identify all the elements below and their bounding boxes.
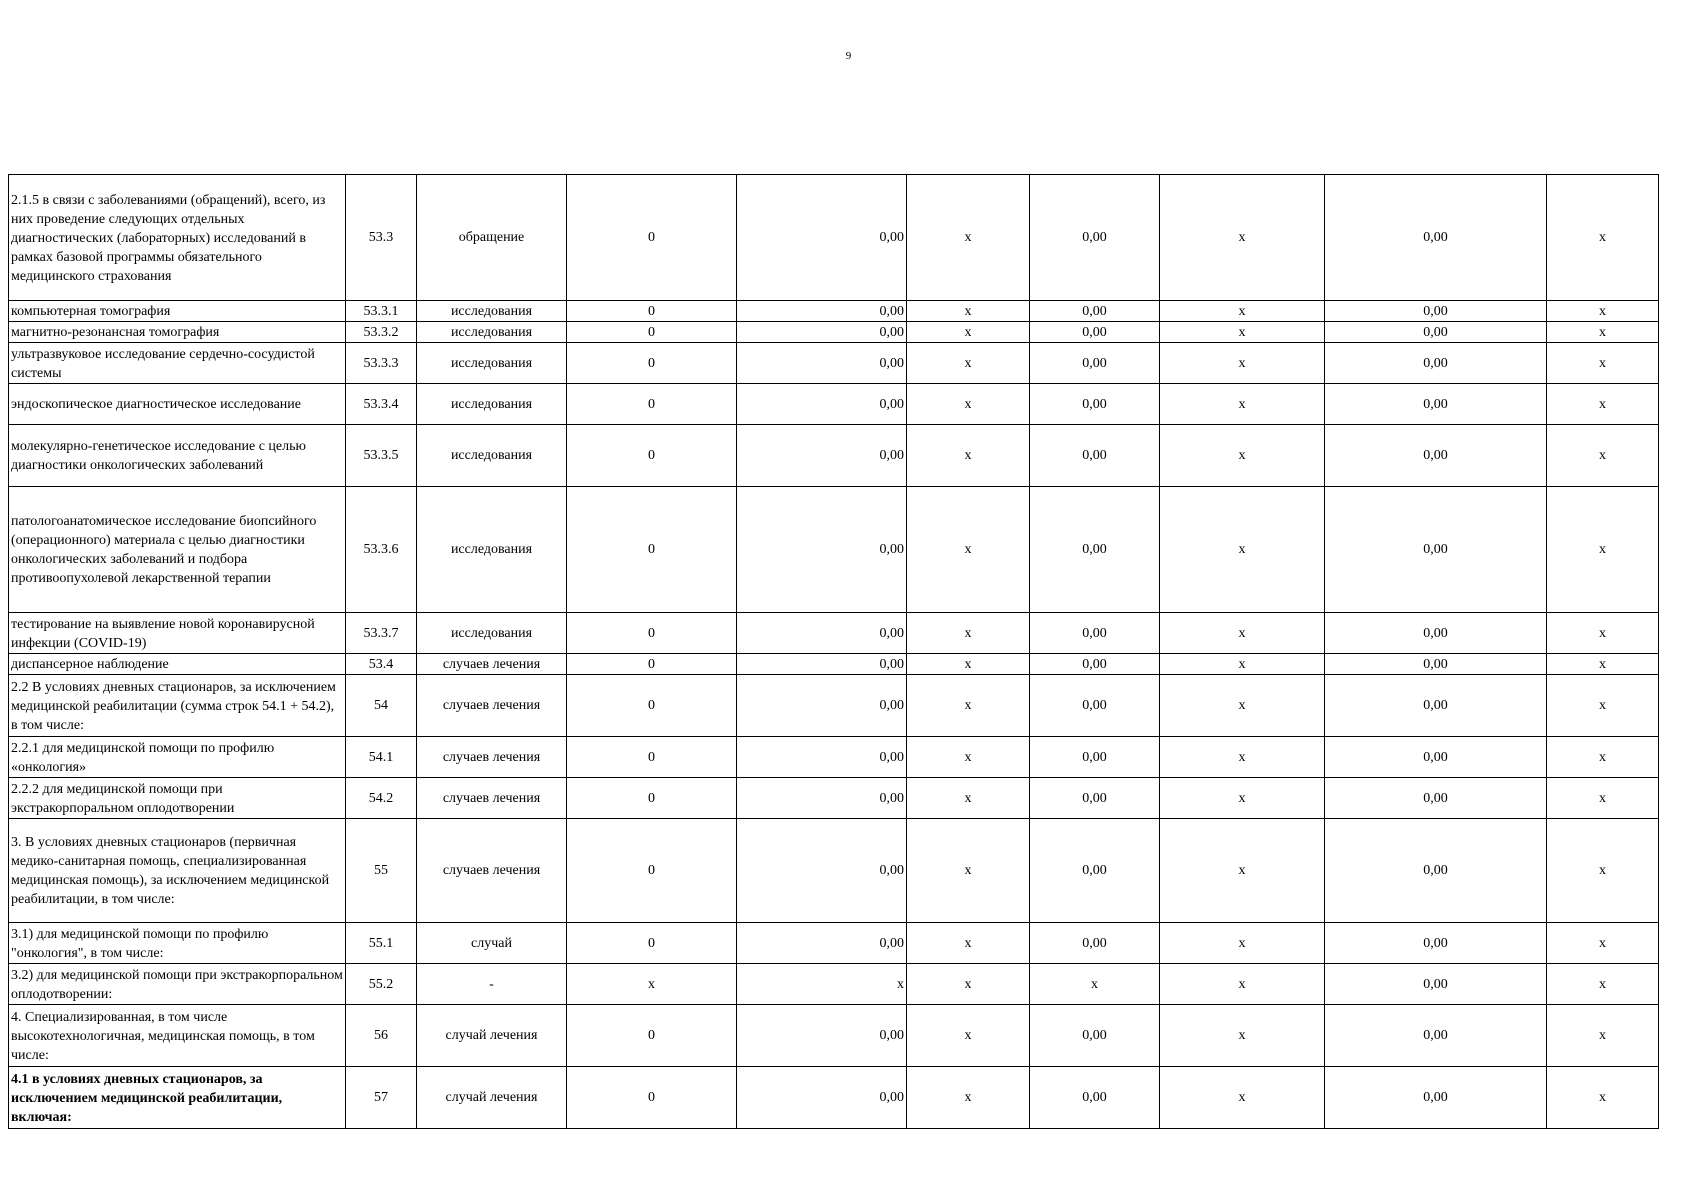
row-cell-6: 0,00 <box>1325 923 1547 964</box>
row-name: 3.1) для медицинской помощи по профилю "онкология", в том числе: <box>9 923 346 964</box>
row-cell-5: x <box>1160 343 1325 384</box>
row-cell-7: x <box>1547 487 1659 613</box>
table-row <box>9 1005 1659 1067</box>
row-cell-2: 0,00 <box>737 819 907 923</box>
row-cell-5: x <box>1160 487 1325 613</box>
table-row <box>9 175 1659 301</box>
row-code: 55 <box>346 819 417 923</box>
row-cell-4: 0,00 <box>1030 425 1160 487</box>
row-cell-1: 0 <box>567 1067 737 1129</box>
row-cell-2: 0,00 <box>737 737 907 778</box>
row-cell-2: 0,00 <box>737 675 907 737</box>
table-row <box>9 675 1659 737</box>
row-unit: случай <box>417 923 567 964</box>
row-cell-1: 0 <box>567 487 737 613</box>
row-cell-6: 0,00 <box>1325 322 1547 343</box>
row-cell-4: x <box>1030 964 1160 1005</box>
row-cell-1: 0 <box>567 737 737 778</box>
row-name: тестирование на выявление новой коронавирусной инфекции (COVID-19) <box>9 613 346 654</box>
row-cell-6: 0,00 <box>1325 964 1547 1005</box>
row-unit: случаев лечения <box>417 819 567 923</box>
row-code: 54.2 <box>346 778 417 819</box>
row-cell-5: x <box>1160 923 1325 964</box>
row-cell-3: x <box>907 487 1030 613</box>
row-cell-7: x <box>1547 737 1659 778</box>
row-name: 2.2 В условиях дневных стационаров, за исключением медицинской реабилитации (сумма строк 54.1 + 54.2), в том числе: <box>9 675 346 737</box>
row-name: 3.2) для медицинской помощи при экстракорпоральном оплодотворении: <box>9 964 346 1005</box>
row-cell-1: 0 <box>567 675 737 737</box>
row-cell-3: x <box>907 425 1030 487</box>
row-cell-5: x <box>1160 675 1325 737</box>
row-cell-3: x <box>907 175 1030 301</box>
row-cell-2: 0,00 <box>737 175 907 301</box>
table-row <box>9 487 1659 613</box>
table-row <box>9 737 1659 778</box>
row-cell-1: 0 <box>567 1005 737 1067</box>
row-unit: случаев лечения <box>417 654 567 675</box>
row-cell-7: x <box>1547 343 1659 384</box>
row-cell-3: x <box>907 964 1030 1005</box>
row-cell-2: 0,00 <box>737 425 907 487</box>
row-unit: исследования <box>417 425 567 487</box>
row-code: 55.1 <box>346 923 417 964</box>
row-cell-7: x <box>1547 675 1659 737</box>
row-cell-5: x <box>1160 322 1325 343</box>
table-row <box>9 923 1659 964</box>
row-cell-1: x <box>567 964 737 1005</box>
row-cell-7: x <box>1547 301 1659 322</box>
row-cell-4: 0,00 <box>1030 737 1160 778</box>
row-code: 53.3.2 <box>346 322 417 343</box>
row-cell-2: 0,00 <box>737 384 907 425</box>
row-cell-7: x <box>1547 384 1659 425</box>
row-cell-5: x <box>1160 1005 1325 1067</box>
table-row <box>9 964 1659 1005</box>
row-cell-5: x <box>1160 964 1325 1005</box>
row-code: 53.3.3 <box>346 343 417 384</box>
row-unit: случаев лечения <box>417 675 567 737</box>
row-cell-2: 0,00 <box>737 1005 907 1067</box>
row-cell-5: x <box>1160 778 1325 819</box>
row-cell-3: x <box>907 1067 1030 1129</box>
row-cell-7: x <box>1547 654 1659 675</box>
row-code: 53.3.1 <box>346 301 417 322</box>
row-name: патологоанатомическое исследование биопсийного (операционного) материала с целью диагностики онкологических заболеваний и подбора противоопухолевой лекарственной терапии <box>9 487 346 613</box>
row-cell-6: 0,00 <box>1325 1067 1547 1129</box>
row-code: 53.3 <box>346 175 417 301</box>
row-unit: случаев лечения <box>417 778 567 819</box>
row-cell-3: x <box>907 343 1030 384</box>
row-code: 53.3.7 <box>346 613 417 654</box>
row-cell-7: x <box>1547 1067 1659 1129</box>
row-unit: исследования <box>417 487 567 613</box>
row-cell-3: x <box>907 654 1030 675</box>
row-cell-7: x <box>1547 819 1659 923</box>
table-row <box>9 778 1659 819</box>
row-cell-2: 0,00 <box>737 322 907 343</box>
row-name: 4. Специализированная, в том числе высокотехнологичная, медицинская помощь, в том числе: <box>9 1005 346 1067</box>
row-name: 2.2.1 для медицинской помощи по профилю «онкология» <box>9 737 346 778</box>
row-cell-5: x <box>1160 425 1325 487</box>
row-cell-5: x <box>1160 819 1325 923</box>
row-cell-2: 0,00 <box>737 301 907 322</box>
row-name: ультразвуковое исследование сердечно-сосудистой системы <box>9 343 346 384</box>
page-number: 9 <box>845 50 852 62</box>
row-cell-3: x <box>907 384 1030 425</box>
row-cell-5: x <box>1160 301 1325 322</box>
row-code: 54 <box>346 675 417 737</box>
row-cell-2: 0,00 <box>737 613 907 654</box>
row-cell-6: 0,00 <box>1325 613 1547 654</box>
row-cell-6: 0,00 <box>1325 425 1547 487</box>
row-cell-5: x <box>1160 1067 1325 1129</box>
row-cell-3: x <box>907 923 1030 964</box>
row-cell-7: x <box>1547 964 1659 1005</box>
row-cell-1: 0 <box>567 301 737 322</box>
row-unit: - <box>417 964 567 1005</box>
row-unit: исследования <box>417 301 567 322</box>
row-cell-6: 0,00 <box>1325 301 1547 322</box>
row-code: 53.4 <box>346 654 417 675</box>
row-unit: исследования <box>417 613 567 654</box>
row-cell-1: 0 <box>567 343 737 384</box>
row-name: диспансерное наблюдение <box>9 654 346 675</box>
row-cell-7: x <box>1547 322 1659 343</box>
row-cell-1: 0 <box>567 322 737 343</box>
row-cell-1: 0 <box>567 923 737 964</box>
row-cell-7: x <box>1547 175 1659 301</box>
row-cell-5: x <box>1160 737 1325 778</box>
row-cell-6: 0,00 <box>1325 1005 1547 1067</box>
row-name: 4.1 в условиях дневных стационаров, за исключением медицинской реабилитации, включая: <box>9 1067 346 1129</box>
row-cell-7: x <box>1547 1005 1659 1067</box>
row-cell-1: 0 <box>567 654 737 675</box>
row-cell-4: 0,00 <box>1030 675 1160 737</box>
table-row <box>9 654 1659 675</box>
row-code: 56 <box>346 1005 417 1067</box>
row-unit: случаев лечения <box>417 737 567 778</box>
row-cell-6: 0,00 <box>1325 819 1547 923</box>
row-code: 53.3.6 <box>346 487 417 613</box>
row-cell-1: 0 <box>567 425 737 487</box>
row-cell-2: 0,00 <box>737 1067 907 1129</box>
row-cell-2: 0,00 <box>737 343 907 384</box>
row-cell-6: 0,00 <box>1325 737 1547 778</box>
row-code: 55.2 <box>346 964 417 1005</box>
row-cell-1: 0 <box>567 175 737 301</box>
row-name: 2.2.2 для медицинской помощи при экстракорпоральном оплодотворении <box>9 778 346 819</box>
row-cell-4: 0,00 <box>1030 175 1160 301</box>
row-name: молекулярно-генетическое исследование с целью диагностики онкологических заболеваний <box>9 425 346 487</box>
medical-care-volume-table <box>8 174 1659 1129</box>
table-row <box>9 1067 1659 1129</box>
row-code: 53.3.4 <box>346 384 417 425</box>
row-unit: случай лечения <box>417 1005 567 1067</box>
row-cell-2: 0,00 <box>737 778 907 819</box>
row-unit: исследования <box>417 322 567 343</box>
row-cell-7: x <box>1547 778 1659 819</box>
row-name: магнитно-резонансная томография <box>9 322 346 343</box>
row-cell-3: x <box>907 322 1030 343</box>
row-cell-4: 0,00 <box>1030 322 1160 343</box>
table-row <box>9 343 1659 384</box>
row-cell-4: 0,00 <box>1030 613 1160 654</box>
row-code: 53.3.5 <box>346 425 417 487</box>
row-name: компьютерная томография <box>9 301 346 322</box>
row-cell-5: x <box>1160 654 1325 675</box>
row-cell-4: 0,00 <box>1030 384 1160 425</box>
row-cell-4: 0,00 <box>1030 1005 1160 1067</box>
row-cell-6: 0,00 <box>1325 487 1547 613</box>
row-cell-7: x <box>1547 923 1659 964</box>
row-cell-1: 0 <box>567 778 737 819</box>
row-cell-4: 0,00 <box>1030 1067 1160 1129</box>
row-unit: исследования <box>417 384 567 425</box>
row-cell-2: 0,00 <box>737 487 907 613</box>
row-unit: исследования <box>417 343 567 384</box>
table-row <box>9 425 1659 487</box>
row-cell-1: 0 <box>567 613 737 654</box>
row-code: 57 <box>346 1067 417 1129</box>
row-code: 54.1 <box>346 737 417 778</box>
row-cell-5: x <box>1160 384 1325 425</box>
row-cell-6: 0,00 <box>1325 675 1547 737</box>
row-cell-4: 0,00 <box>1030 487 1160 613</box>
row-cell-7: x <box>1547 425 1659 487</box>
row-cell-2: 0,00 <box>737 923 907 964</box>
row-cell-3: x <box>907 737 1030 778</box>
row-cell-3: x <box>907 613 1030 654</box>
row-cell-3: x <box>907 1005 1030 1067</box>
row-cell-7: x <box>1547 613 1659 654</box>
row-name: эндоскопическое диагностическое исследование <box>9 384 346 425</box>
row-cell-3: x <box>907 819 1030 923</box>
table-row <box>9 384 1659 425</box>
row-cell-6: 0,00 <box>1325 175 1547 301</box>
table-row <box>9 613 1659 654</box>
row-cell-1: 0 <box>567 819 737 923</box>
table-row <box>9 322 1659 343</box>
table-row <box>9 819 1659 923</box>
row-cell-4: 0,00 <box>1030 778 1160 819</box>
row-cell-2: 0,00 <box>737 654 907 675</box>
table-row <box>9 301 1659 322</box>
row-cell-6: 0,00 <box>1325 343 1547 384</box>
row-cell-6: 0,00 <box>1325 778 1547 819</box>
row-cell-4: 0,00 <box>1030 654 1160 675</box>
row-cell-6: 0,00 <box>1325 654 1547 675</box>
row-cell-1: 0 <box>567 384 737 425</box>
row-cell-5: x <box>1160 175 1325 301</box>
row-cell-4: 0,00 <box>1030 301 1160 322</box>
row-cell-2: x <box>737 964 907 1005</box>
row-cell-6: 0,00 <box>1325 384 1547 425</box>
row-cell-3: x <box>907 301 1030 322</box>
row-cell-4: 0,00 <box>1030 343 1160 384</box>
row-unit: обращение <box>417 175 567 301</box>
row-cell-5: x <box>1160 613 1325 654</box>
row-cell-4: 0,00 <box>1030 923 1160 964</box>
row-name: 2.1.5 в связи с заболеваниями (обращений), всего, из них проведение следующих отдельных диагностических (лабораторных) исследований в рамках базовой программы обязательного медицинского страхования <box>9 175 346 301</box>
row-cell-3: x <box>907 778 1030 819</box>
row-unit: случай лечения <box>417 1067 567 1129</box>
row-name: 3. В условиях дневных стационаров (первичная медико-санитарная помощь, специализированная медицинская помощь), за исключением медицинской реабилитации, в том числе: <box>9 819 346 923</box>
row-cell-3: x <box>907 675 1030 737</box>
row-cell-4: 0,00 <box>1030 819 1160 923</box>
